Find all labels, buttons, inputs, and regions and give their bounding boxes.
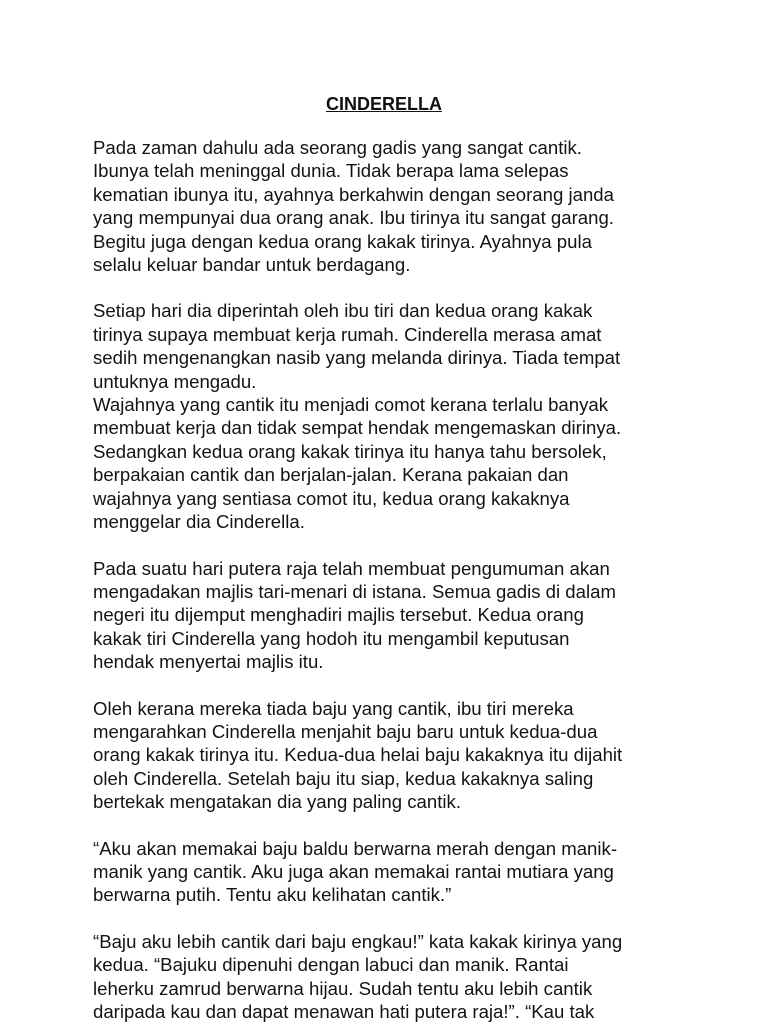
- text-line: kedua. “Bajuku dipenuhi dengan labuci dan manik. Rantai: [93, 954, 569, 976]
- text-line: menggelar dia Cinderella.: [93, 511, 305, 533]
- text-line: untuknya mengadu.: [93, 370, 257, 392]
- text-line: yang mempunyai dua orang anak. Ibu tirinya itu sangat garang.: [93, 207, 614, 229]
- text-line: Sedangkan kedua orang kakak tirinya itu hanya tahu bersolek,: [93, 440, 607, 462]
- paragraph-2: [93, 299, 693, 393]
- text-line: orang kakak tirinya itu. Kedua-dua helai baju kakaknya itu dijahit: [93, 744, 623, 766]
- text-line: Begitu juga dengan kedua orang kakak tirinya. Ayahnya pula: [93, 230, 592, 252]
- text-line: “Baju aku lebih cantik dari baju engkau!” kata kakak kirinya yang: [93, 930, 623, 952]
- text-line: sedih mengenangkan nasib yang melanda dirinya. Tiada tempat: [93, 347, 621, 369]
- text-line: berwarna putih. Tentu aku kelihatan cantik.”: [93, 884, 452, 906]
- text-line: Pada zaman dahulu ada seorang gadis yang sangat cantik.: [93, 137, 582, 158]
- text-line: membuat kerja dan tidak sempat hendak mengemaskan dirinya.: [93, 417, 622, 439]
- text-line: Ibunya telah meninggal dunia. Tidak berapa lama selepas: [93, 160, 569, 182]
- text-line: selalu keluar bandar untuk berdagang.: [93, 254, 411, 276]
- paragraph-6: [93, 837, 693, 907]
- text-line: tirinya supaya membuat kerja rumah. Cinderella merasa amat: [93, 323, 602, 345]
- text-line: leherku zamrud berwarna hijau. Sudah tentu aku lebih cantik: [93, 977, 593, 999]
- text-line: Wajahnya yang cantik itu menjadi comot kerana terlalu banyak: [93, 394, 609, 416]
- text-line: kakak tiri Cinderella yang hodoh itu mengambil keputusan: [93, 627, 570, 649]
- text-line: mengadakan majlis tari-menari di istana. Semua gadis di dalam: [93, 580, 616, 602]
- text-line: mengarahkan Cinderella menjahit baju baru untuk kedua-dua: [93, 720, 598, 742]
- text-line: Setiap hari dia diperintah oleh ibu tiri dan kedua orang kakak: [93, 300, 593, 322]
- text-line: manik yang cantik. Aku juga akan memakai rantai mutiara yang: [93, 860, 614, 882]
- text-line: daripada kau dan dapat menawan hati putera raja!”. “Kau tak: [93, 1001, 595, 1022]
- document-body: [93, 136, 693, 1024]
- text-line: “Aku akan memakai baju baldu berwarna merah dengan manik-: [93, 837, 618, 859]
- paragraph-3: [93, 393, 693, 533]
- text-line: bertekak mengatakan dia yang paling cantik.: [93, 791, 461, 813]
- paragraph-4: [93, 557, 693, 674]
- document-title: CINDERELLA: [326, 94, 442, 114]
- paragraph-7: [93, 930, 693, 1024]
- text-line: oleh Cinderella. Setelah baju itu siap, kedua kakaknya saling: [93, 767, 594, 789]
- text-line: berpakaian cantik dan berjalan-jalan. Kerana pakaian dan: [93, 464, 569, 486]
- text-line: hendak menyertai majlis itu.: [93, 651, 324, 673]
- text-line: Oleh kerana mereka tiada baju yang cantik, ibu tiri mereka: [93, 697, 574, 719]
- text-line: Pada suatu hari putera raja telah membuat pengumuman akan: [93, 557, 610, 579]
- text-line: wajahnya yang sentiasa comot itu, kedua orang kakaknya: [93, 487, 570, 509]
- text-line: kematian ibunya itu, ayahnya berkahwin dengan seorang janda: [93, 183, 614, 205]
- paragraph-1: [93, 136, 693, 276]
- paragraph-5: [93, 697, 693, 814]
- text-line: negeri itu dijemput menghadiri majlis tersebut. Kedua orang: [93, 604, 584, 626]
